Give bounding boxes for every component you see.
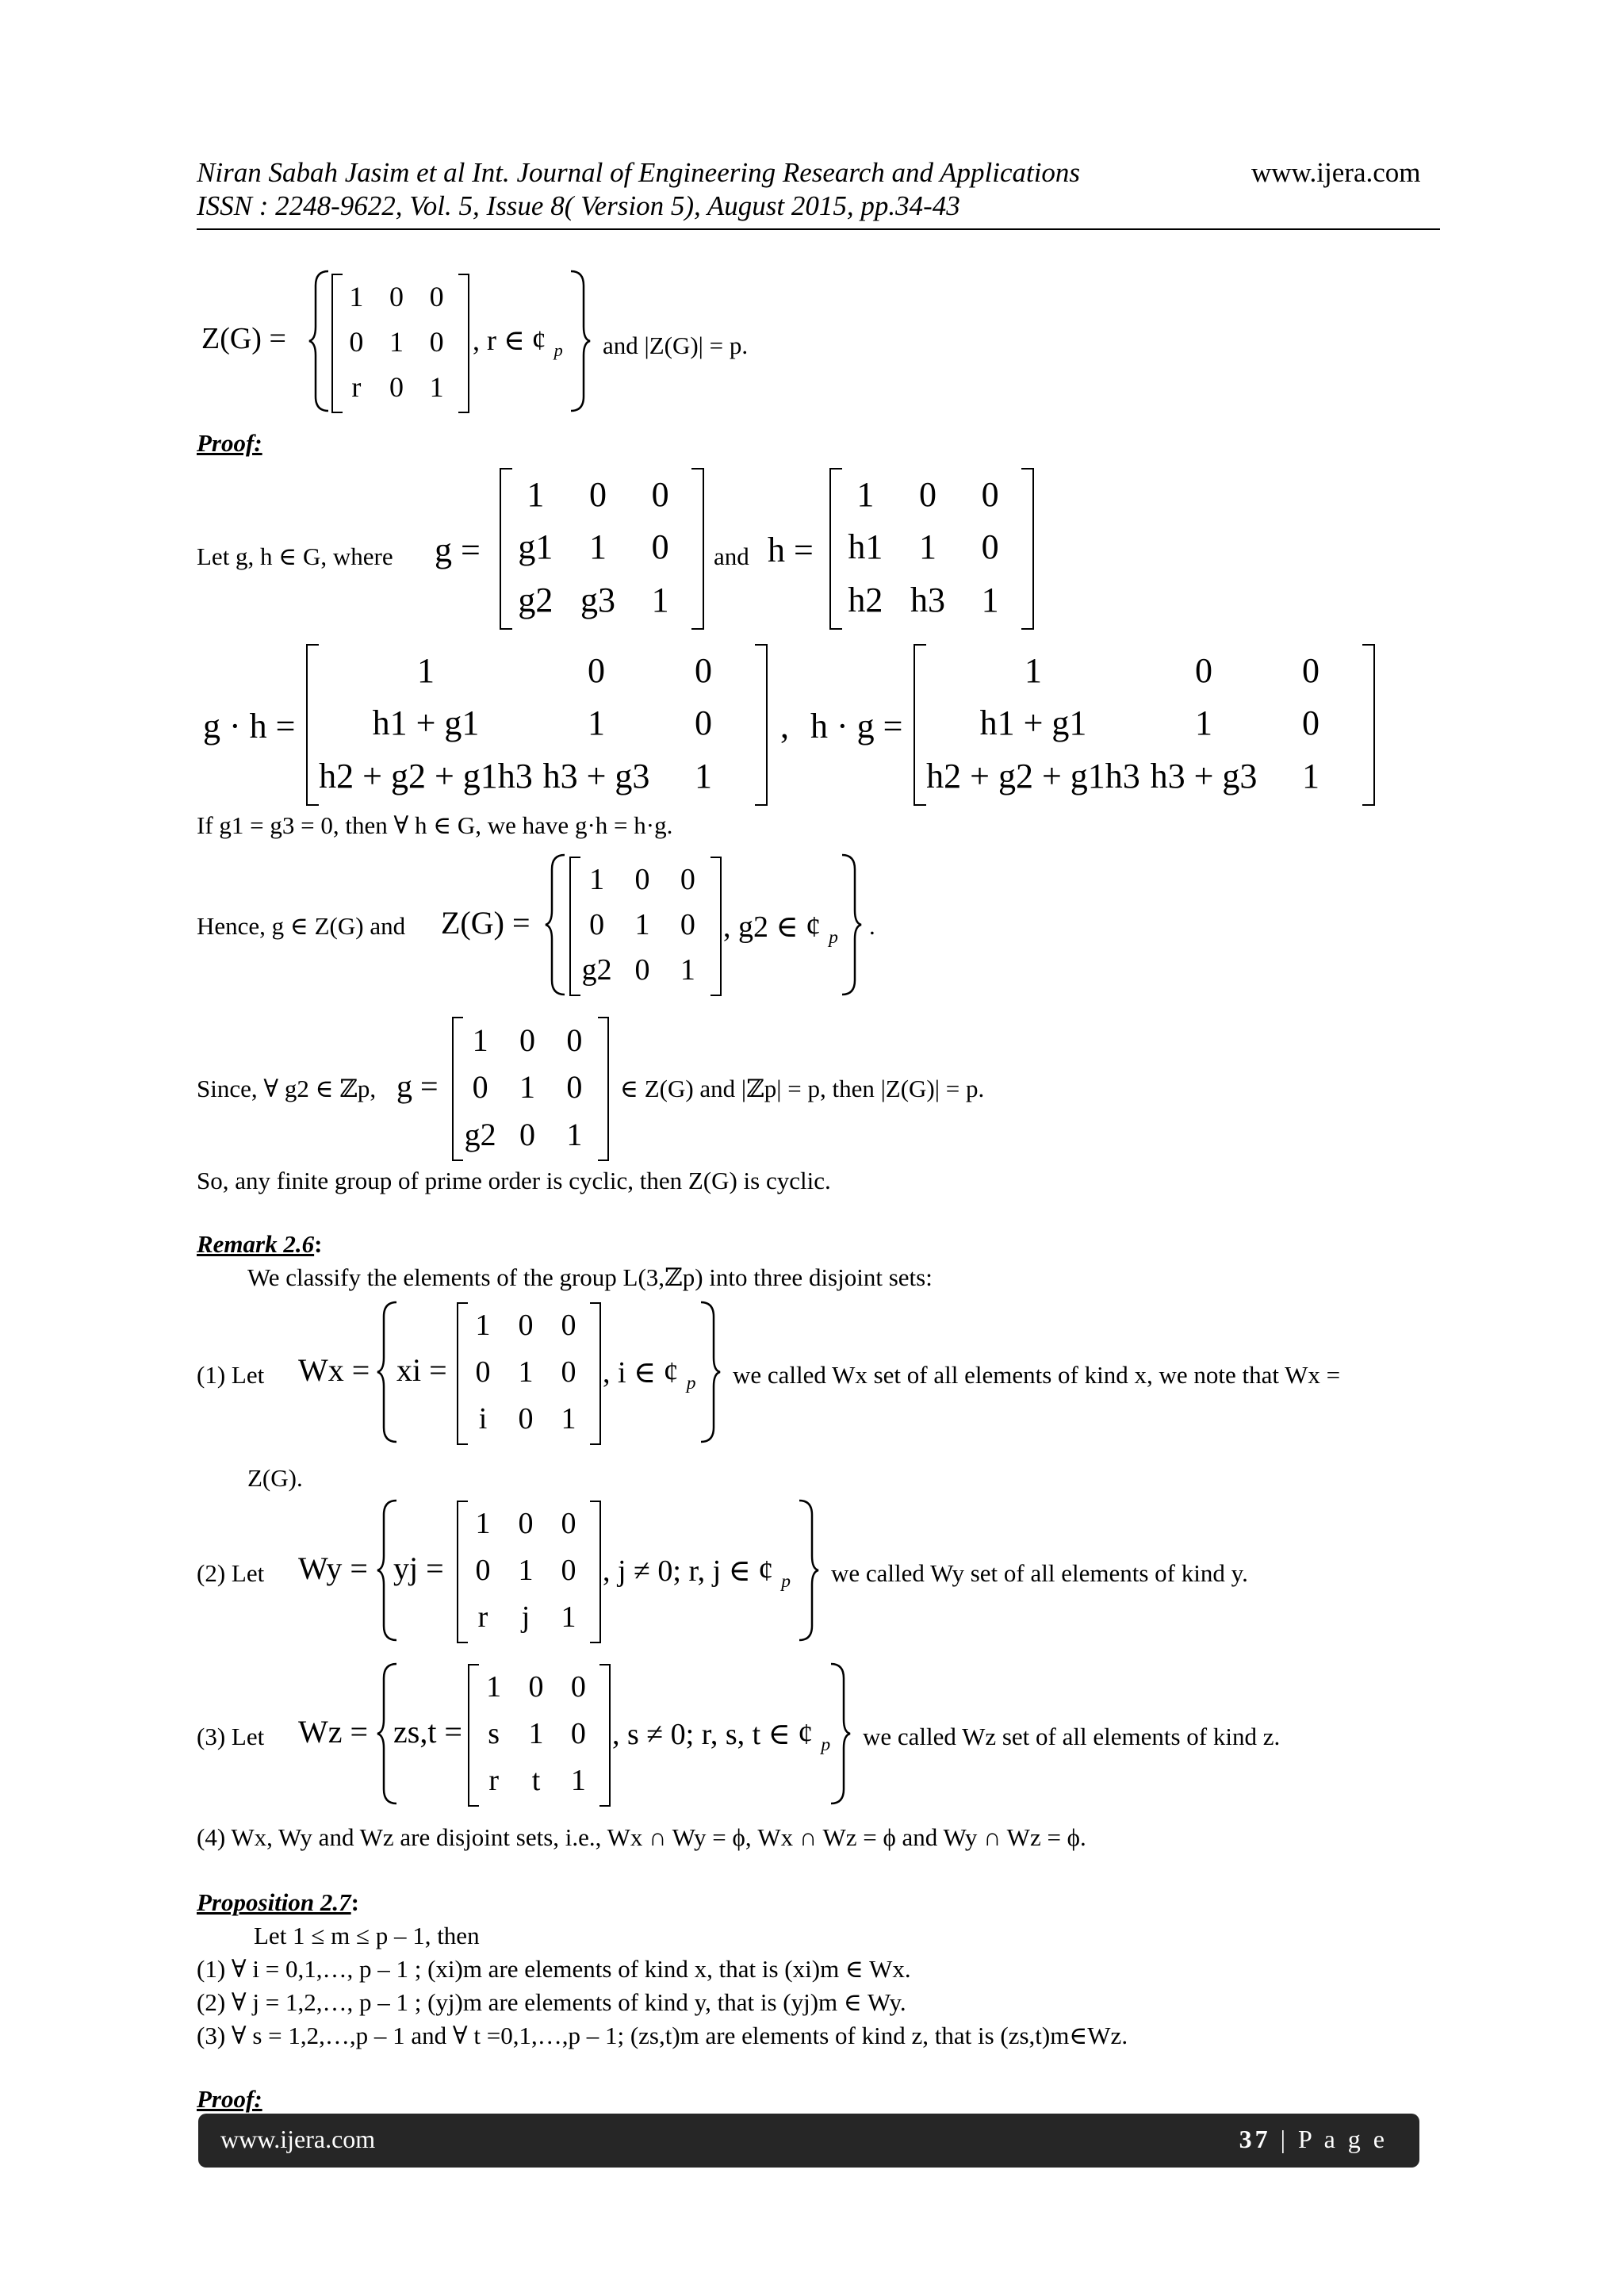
proposition-item1: (1) ∀ i = 0,1,…, p – 1 ; (xi)m are elements of kind x, that is (xi)m ∈ Wx. <box>197 1955 911 1983</box>
right-bracket <box>691 468 704 630</box>
matrix-cell: 0 <box>981 474 999 514</box>
matrix-cell: 0 <box>528 1670 544 1704</box>
item3-condition <box>612 1716 831 1756</box>
matrix-cell: 0 <box>561 1309 576 1343</box>
item3-matrix <box>473 1664 599 1803</box>
let-text: Let g, h ∈ G, where <box>197 542 393 570</box>
matrix-cell: 1 <box>918 527 936 567</box>
matrix-cell: 0 <box>981 527 999 567</box>
right-brace <box>698 1301 722 1443</box>
zg-matrix <box>336 274 457 410</box>
condition-sub: p <box>781 1571 791 1593</box>
matrix-cell: 0 <box>475 1553 491 1587</box>
matrix-cell: 0 <box>472 1069 488 1106</box>
matrix-cell: 0 <box>588 474 607 514</box>
proposition-heading: Proposition 2.7: <box>197 1888 359 1916</box>
matrix-cell: 1 <box>651 581 669 620</box>
since-g-lhs: g = <box>396 1068 439 1104</box>
matrix-cell: 1 <box>1025 650 1042 690</box>
item1-elem: xi = <box>396 1352 447 1388</box>
item1-label: (1) Let <box>197 1361 265 1389</box>
proof-heading: Proof: <box>197 429 262 457</box>
proposition-title: Proposition 2.7 <box>197 1888 351 1916</box>
matrix-cell: 0 <box>561 1507 576 1541</box>
comma: , <box>780 707 789 746</box>
matrix-cell: 1 <box>475 1309 491 1343</box>
matrix-cell: 0 <box>588 650 605 690</box>
matrix-cell: g1 <box>518 527 553 567</box>
issn-line: ISSN : 2248-9622, Vol. 5, Issue 8( Version 5), August 2015, pp.34-43 <box>197 190 960 221</box>
condition-text: , s ≠ 0; r, s, t ∈ ¢ <box>612 1718 814 1751</box>
matrix-cell: h2 + g2 + g1h3 <box>926 757 1140 796</box>
footer-page <box>1239 2125 1388 2154</box>
item1-condition <box>603 1355 696 1394</box>
proposition-item2: (2) ∀ j = 1,2,…, p – 1 ; (yj)m are elements of kind y, that is (yj)m ∈ Wy. <box>197 1988 906 2016</box>
matrix-cell: 0 <box>651 527 669 567</box>
matrix-cell: g2 <box>581 953 612 987</box>
right-bracket <box>590 1302 601 1445</box>
right-brace <box>839 853 863 996</box>
right-bracket <box>458 274 469 413</box>
matrix-cell: 0 <box>561 1355 576 1389</box>
matrix-cell: 1 <box>561 1401 576 1435</box>
matrix-cell: 1 <box>349 280 364 312</box>
condition-text: , g2 ∈ ¢ <box>723 910 822 944</box>
gh-matrix <box>311 644 755 803</box>
matrix-cell: 0 <box>634 862 650 896</box>
matrix-cell: 0 <box>570 1716 586 1750</box>
matrix-cell: g3 <box>580 581 615 620</box>
matrix-cell: h1 + g1 <box>372 703 480 743</box>
matrix-cell: 1 <box>589 862 605 896</box>
since-matrix <box>457 1017 598 1158</box>
matrix-cell: 0 <box>519 1116 535 1152</box>
item2-set: Wy = <box>298 1550 368 1586</box>
zg2-condition <box>723 909 838 949</box>
matrix-cell: 0 <box>429 280 444 312</box>
matrix-cell: 1 <box>1302 757 1320 796</box>
if-line: If g1 = g3 = 0, then ∀ h ∈ G, we have g·h = h·g. <box>197 811 673 839</box>
item1-set: Wx = <box>298 1352 370 1388</box>
right-brace <box>568 270 592 412</box>
condition-text: , r ∈ ¢ <box>473 324 546 356</box>
matrix-cell: 0 <box>349 325 364 358</box>
item4: (4) Wx, Wy and Wz are disjoint sets, i.e., Wx ∩ Wy = ϕ, Wx ∩ Wz = ϕ and Wy ∩ Wz = ϕ. <box>197 1823 1086 1851</box>
right-bracket <box>1362 644 1375 806</box>
remark-intro: We classify the elements of the group L(3,ℤp) into three disjoint sets: <box>247 1263 933 1291</box>
zg-condition <box>473 324 563 360</box>
gh-lhs: g · h = <box>203 707 296 746</box>
page-label: | P a g e <box>1280 2125 1388 2153</box>
matrix-cell: 0 <box>561 1553 576 1587</box>
item3-label: (3) Let <box>197 1723 265 1750</box>
matrix-cell: 1 <box>680 953 695 987</box>
matrix-cell: 1 <box>486 1670 502 1704</box>
condition-sub: p <box>821 1734 831 1756</box>
item1-matrix <box>462 1302 590 1442</box>
matrix-cell: 1 <box>389 325 404 358</box>
matrix-cell: h1 <box>848 527 883 567</box>
page-footer <box>198 2114 1419 2168</box>
item2-matrix <box>462 1501 590 1640</box>
matrix-cell: 1 <box>518 1355 534 1389</box>
matrix-cell: 1 <box>475 1507 491 1541</box>
footer-website[interactable]: www.ijera.com <box>220 2125 376 2153</box>
matrix-cell: 0 <box>389 280 404 312</box>
right-bracket <box>755 644 768 806</box>
since-text: Since, ∀ g2 ∈ ℤp, <box>197 1075 377 1102</box>
condition-text: , j ≠ 0; r, j ∈ ¢ <box>603 1554 774 1588</box>
matrix-cell: h3 <box>910 581 945 620</box>
matrix-cell: j <box>521 1600 530 1634</box>
and-text: and <box>714 542 749 570</box>
left-brace <box>308 270 331 412</box>
item3-elem: zs,t = <box>393 1714 462 1750</box>
matrix-cell: 1 <box>695 757 712 796</box>
matrix-cell: 1 <box>417 650 435 690</box>
matrix-cell: g2 <box>464 1116 496 1152</box>
matrix-cell: 0 <box>695 650 712 690</box>
matrix-cell: s <box>488 1716 500 1750</box>
matrix-cell: 0 <box>1195 650 1212 690</box>
matrix-cell: 1 <box>566 1116 583 1152</box>
matrix-cell: t <box>531 1763 541 1797</box>
page-number: 37 <box>1239 2125 1271 2153</box>
header-website[interactable]: www.ijera.com <box>1251 157 1421 188</box>
zg2-matrix <box>574 857 710 993</box>
matrix-cell: 1 <box>981 581 999 620</box>
condition-sub: p <box>686 1373 696 1394</box>
matrix-cell: h2 + g2 + g1h3 <box>319 757 533 796</box>
matrix-cell: 0 <box>475 1355 491 1389</box>
matrix-cell: 0 <box>651 474 669 514</box>
matrix-cell: 0 <box>1302 650 1320 690</box>
right-bracket <box>710 857 722 996</box>
matrix-cell: 1 <box>518 1553 534 1587</box>
matrix-cell: 1 <box>856 474 875 514</box>
journal-title: Niran Sabah Jasim et al Int. Journal of Engineering Research and Applications <box>197 157 1081 188</box>
matrix-cell: 0 <box>589 907 605 941</box>
matrix-cell: 0 <box>518 1309 534 1343</box>
hg-lhs: h · g = <box>810 707 903 746</box>
zg2-lhs: Z(G) = <box>441 905 530 941</box>
right-bracket <box>590 1501 601 1643</box>
matrix-cell: 1 <box>429 371 444 404</box>
matrix-cell: h3 + g3 <box>1150 757 1258 796</box>
matrix-cell: 0 <box>429 325 444 358</box>
hence-text: Hence, g ∈ Z(G) and <box>197 912 406 940</box>
matrix-cell: 1 <box>519 1069 535 1106</box>
period: . <box>869 912 875 940</box>
matrix-cell: r <box>477 1600 488 1634</box>
matrix-cell: 1 <box>528 1716 544 1750</box>
item3-tail: we called Wz set of all elements of kind z. <box>863 1723 1281 1750</box>
item2-elem: yj = <box>393 1550 444 1586</box>
matrix-cell: 1 <box>588 527 607 567</box>
matrix-cell: 1 <box>634 907 650 941</box>
matrix-cell: 1 <box>570 1763 586 1797</box>
matrix-cell: g2 <box>518 581 553 620</box>
proof2-heading: Proof: <box>197 2085 262 2113</box>
matrix-cell: 0 <box>519 1022 535 1059</box>
h-matrix <box>834 468 1021 627</box>
item2-tail: we called Wy set of all elements of kind y. <box>831 1559 1248 1587</box>
g-lhs: g = <box>435 531 481 569</box>
condition-sub: p <box>553 339 563 360</box>
item2-condition <box>603 1553 791 1593</box>
matrix-cell: 1 <box>561 1600 576 1634</box>
right-bracket <box>598 1017 609 1161</box>
matrix-cell: 0 <box>566 1022 583 1059</box>
h-lhs: h = <box>768 531 814 569</box>
matrix-cell: 0 <box>680 862 695 896</box>
so-line: So, any finite group of prime order is cyclic, then Z(G) is cyclic. <box>197 1167 831 1194</box>
zg-lhs: Z(G) = <box>201 322 286 355</box>
right-brace <box>796 1499 820 1642</box>
matrix-cell: 1 <box>472 1022 488 1059</box>
matrix-cell: 0 <box>680 907 695 941</box>
matrix-cell: 0 <box>695 703 712 743</box>
item2-label: (2) Let <box>197 1559 265 1587</box>
g-matrix <box>504 468 691 627</box>
matrix-cell: h2 <box>848 581 883 620</box>
matrix-cell: 1 <box>527 474 545 514</box>
matrix-cell: 1 <box>1195 703 1212 743</box>
matrix-cell: 0 <box>518 1507 534 1541</box>
matrix-cell: 1 <box>588 703 605 743</box>
proposition-intro: Let 1 ≤ m ≤ p – 1, then <box>254 1922 480 1949</box>
item1-tail: we called Wx set of all elements of kind x, we note that Wx = <box>733 1361 1341 1389</box>
condition-sub: p <box>829 927 838 949</box>
matrix-cell: 0 <box>1302 703 1320 743</box>
matrix-cell: 0 <box>389 371 404 404</box>
matrix-cell: i <box>478 1401 488 1435</box>
condition-text: , i ∈ ¢ <box>603 1356 679 1389</box>
proposition-item3: (3) ∀ s = 1,2,…,p – 1 and ∀ t =0,1,…,p – 1; (zs,t)m are elements of kind z, that is (zs,t)m∈Wz. <box>197 2022 1128 2049</box>
matrix-cell: 0 <box>570 1670 586 1704</box>
matrix-cell: 0 <box>518 1401 534 1435</box>
zg-order: and |Z(G)| = p. <box>603 332 749 359</box>
remark-heading: Remark 2.6: <box>197 1230 323 1258</box>
matrix-cell: 0 <box>566 1069 583 1106</box>
item1-cont: Z(G). <box>247 1464 303 1492</box>
matrix-cell: r <box>351 371 362 404</box>
left-brace <box>544 853 568 996</box>
remark-title: Remark 2.6 <box>197 1230 315 1258</box>
since-tail: ∈ Z(G) and |ℤp| = p, then |Z(G)| = p. <box>620 1075 985 1102</box>
matrix-cell: r <box>488 1763 499 1797</box>
matrix-cell: 0 <box>918 474 936 514</box>
header-rule <box>197 228 1440 230</box>
right-bracket <box>599 1664 611 1807</box>
matrix-cell: h1 + g1 <box>979 703 1087 743</box>
hg-matrix <box>918 644 1362 803</box>
right-bracket <box>1021 468 1034 630</box>
matrix-cell: h3 + g3 <box>542 757 650 796</box>
right-brace <box>828 1662 852 1805</box>
item3-set: Wz = <box>298 1714 369 1750</box>
matrix-cell: 0 <box>634 953 650 987</box>
